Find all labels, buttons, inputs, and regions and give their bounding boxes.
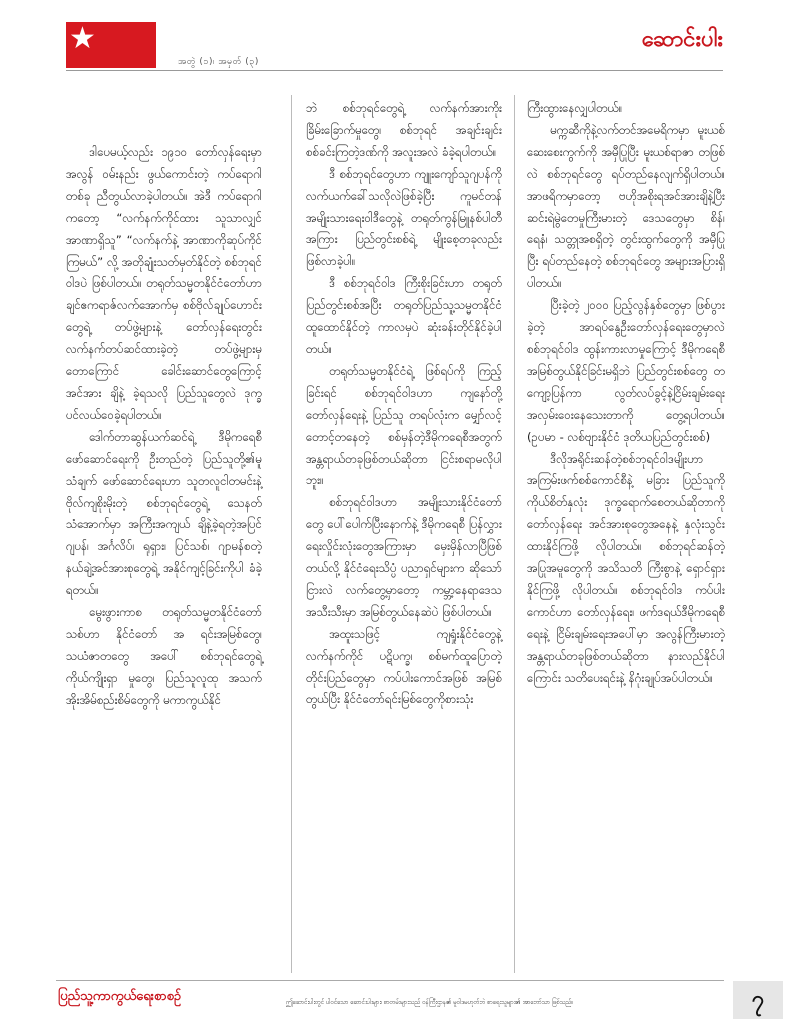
paragraph: ဒါပေမယ့်လည်း ၁၉၁၀ တော်လှန်ရေးမှာ အလွန် ဝမ်းနည်း ဖွယ်ကောင်းတဲ့ ကပ်ရောဂါတစ်ခု ညီတွယ်လာခဲ့ပါတယ်။ အဲဒီ ကပ်ရောဂါကတော့ “လက်နက်ကိုင်ထား သူသာလျှင် အာဏာရှိသူ” “လက်နက်နဲ့ အာဏာကိုဆုပ်ကိုင်ကြမယ်” လို့ အတိုချုံးသတ်မှတ်နိုင်တဲ့ စစ်ဘုရင်ဝါဒပဲ ဖြစ်ပါတယ်။ တရုတ်သမ္မတနိုင်ငံတော်ဟာ ချင်ဧကရာဇ်လက်အောက်မှ စစ်ဗိုလ်ချုပ်ဟောင်းတွေရဲ့ တပ်ဖွဲ့များနဲ့ တော်လှန်ရေးတွင်း လက်နက်တပ်ဆင်ထားခဲ့တဲ့ တပ်ဖွဲ့များမှ တောကြောင် ခေါင်းဆောင်တွေကြောင့် အင်အား ချိနဲ့ ခဲ့ရသလို ပြည်သူတွေလဲ ဒုက္ခပင်လယ်ဝေခဲ့ရပါတယ်။ (66, 145, 262, 422)
paragraph: ဘဲ စစ်ဘုရင်တွေရဲ့ လက်နက်အားကိုး ခြိမ်းခြောက်မှုတွေ၊ စစ်ဘုရင် အချင်းချင်း စစ်ခင်းကြတဲ့ဒဏ်ကို အလူးအလဲ ခံခဲ့ရပါတယ်။ (306, 101, 502, 159)
section-title: ဆောင်းပါး (641, 27, 723, 52)
publication-name: ပြည်သူ့ကာကွယ်ရေးစာစဉ် (58, 989, 182, 1004)
column-divider (514, 95, 515, 973)
paragraph: အထူးသဖြင့် ကျရှုံးနိုင်ငံတွေနဲ့ လက်နက်ကိုင် ပဋိပက္ခ၊ စစ်မက်ထူပြောတဲ့ တိုင်းပြည်တွေမှာ ကပ်ပါးကောင်အဖြစ် အမြစ်တွယ်ပြီး နိုင်ငံတော်ရင်းမြစ်တွေကိုစားသုံး (306, 626, 502, 707)
article-column-1 (66, 142, 262, 712)
footer-divider (56, 980, 724, 981)
paragraph: မက္ကဆီကိုနဲ့လက်တင်အမေရိကမှာ မူးယစ်ဆေးစေးကွက်ကို အမှီပြုပြီး မူးယစ်ရာဇာ တဖြစ်လဲ စစ်ဘုရင်တွေ ရပ်တည်နေလျက်ရှိပါတယ်။ အာဖရိကမှာတော့ ဗဟိုအစိုးရအင်အားချိနဲ့ပြီး ဆင်းရဲမွဲတေမှုကြီးမားတဲ့ ဒေသတွေမှာ စိန်၊ ရေနံ၊ သတ္တုအစရှိတဲ့ တွင်းထွက်တွေကို အမှီပြုပြီး ရပ်တည်နေတဲ့ စစ်ဘုရင်တွေ အများအပြားရှိပါတယ်။ (527, 122, 725, 291)
paragraph: စစ်ဘုရင်ဝါဒဟာ အမျိုးသားနိုင်ငံတော်တွေ ပေါ်ပေါက်ပြီးနောက်နဲ့ ဒီမိုကရေစီ ပြန်လွှားရေးလှိုင်းလုံးတွေအကြားမှာ မှေးမှိန်လာပြီဖြစ်တယ်လို့ နိုင်ငံရေးသိပ္ပံ ပညာရှင်များက ဆိုသော်ငြားလဲ လက်တွေ့မှာတော့ ကမ္ဘာ့နေရာဒေသ အသီးသီးမှာ အမြစ်တွယ်နေဆဲပဲ ဖြစ်ပါတယ်။ (306, 495, 502, 619)
paragraph: ဒီ စစ်ဘုရင်တွေဟာ ကျူးကျော်သူဂျပန်ကို လက်ယက်ခေါ်သလိုလဲဖြစ်ခဲ့ပြီး ကူမင်တန် အမျိုးသားရေးဝါဒီတွေနဲ့ တရုတ်ကွန်မြူနစ်ပါတီအကြား ပြည်တွင်းစစ်ရဲ့ မျိုးစေ့တခုလည်း ဖြစ်လာခဲ့ပါ။ (306, 166, 502, 269)
article-column-3 (527, 98, 725, 689)
star-icon: ★ (69, 21, 96, 56)
article-column-2 (306, 98, 502, 711)
paragraph: ဒီ စစ်ဘုရင်ဝါဒ ကြီးစိုးခြင်းဟာ တရုတ်ပြည်တွင်းစစ်အပြီး တရုတ်ပြည်သူ့သမ္မတနိုင်ငံ ထူထောင်နိုင်တဲ့ ကာလမှပဲ ဆုံးခန်းတိုင်နိုင်ခဲ့ပါတယ်။ (306, 276, 502, 356)
paragraph: မွေးဖွားကာစ တရုတ်သမ္မတနိုင်ငံတော်သစ်ဟာ နိုင်ငံတော် အ ရင်းအမြစ်တွေ၊ သယံဇာတတွေ အပေါ် စစ်ဘုရင်တွေရဲ့ ကိုယ်ကျိုးရှာ မှုတွေ၊ ပြည်သူလူထု အသက် အိုးအိမ်စည်းစိမ်တွေကို မကာကွယ်နိုင် (66, 605, 262, 707)
column-divider (291, 95, 292, 973)
disclaimer-text: ဤဆောင်းပါးတွင် ပါဝင်သော ဆောင်းပါးများ၊ စာတမ်းများသည် ဝန်ကြီးဌာန၏ မူဝါဒမဟုတ်ဘဲ စာရေးသူများ၏ အာဘော်သာ ဖြစ်သည်။ (286, 999, 574, 1006)
paragraph: တရုတ်သမ္မတနိုင်ငံရဲ့ ဖြစ်ရပ်ကို ကြည့်ခြင်းရင် စစ်ဘုရင်ဝါဒဟာ ကျနော်တို့ တော်လှန်ရေးနဲ့ ပြည်သူ တရပ်လုံးက မျှော်လင့် တောင့်တနေတဲ့ စစ်မှန်တဲ့ဒီမိုကရေစီအတွက် အန္တရာယ်တခုဖြစ်တယ်ဆိုတာ ငြင်းစရာမလိုပါဘူး။ (306, 363, 502, 488)
page-number: ၇ (751, 987, 765, 1012)
header-divider (66, 70, 723, 71)
flag-logo (66, 22, 156, 68)
paragraph: ဒေါက်တာဆွန်ယက်ဆင်ရဲ့ ဒီမိုကရေစီ ဖော်ဆောင်ရေးကို ဦးတည်တဲ့ ပြည်သူတို့၏မူသံချက် ဖော်ဆောင်ရေးဟာ သူတလူငါတမင်းနဲ့ ဗိုလ်ကျစိုးမိုးတဲ့ စစ်ဘုရင်တွေရဲ့ သေနတ်သံအောက်မှာ အကြီးအကျယ် ချိနဲ့ခဲ့ရတဲ့အပြင် ဂျပန်၊ အင်္ဂလိပ်၊ ရုရှား၊ ပြင်သစ်၊ ဂျာမန်စတဲ့ နယ်ချဲ့အင်အားစုတွေရဲ့ အနိုင်ကျင့်ခြင်းကိုပါ ခံခဲ့ရတယ်။ (66, 429, 262, 598)
paragraph: ကြီးထွားနေလျှပါတယ်။ (527, 101, 623, 115)
issue-number: အတွဲ (၁)၊ အမှတ် (၃) (178, 57, 259, 67)
paragraph: ပြီးခဲ့တဲ့ ၂၀၀၀ ပြည့်လွန်နှစ်တွေမှာ ဖြစ်ပွားခဲ့တဲ့ အာရပ်နွေဦးတော်လှန်ရေးတွေမှာလဲ စစ်ဘုရင်ဝါဒ ထွန်းကားလာမှုကြောင့် ဒီမိုကရေစီ အမြစ်တွယ်နိုင်ခြင်းမရှိဘဲ ပြည်တွင်းစစ်တွေ တကျော့ပြန်ကာ လွတ်လပ်ခွင့်နဲ့ငြိမ်းချမ်းရေးအလှမ်းဝေးနေသေးတာကို တွေ့ရပါတယ်။ (ဥပမာ - လစ်ဗျားနိုင်ငံ ဒုတိယပြည်တွင်းစစ်) (527, 298, 725, 444)
page-number-box (733, 981, 783, 1019)
paragraph: ဒီလိုအရိုင်းဆန်တဲ့စစ်ဘုရင်ဝါဒမျိုးဟာ အကြမ်းဖက်စစ်ကောင်စီနဲ့ မခြား ပြည်သူကို ကိုယ်စိတ်နှလုံး ဒုက္ခရောက်စေတယ်ဆိုတာကို တော်လှန်ရေး အင်အားစုတွေအနေနဲ့ နှလုံးသွင်းထားနိုင်ကြဖို့ လိုပါတယ်။ စစ်ဘုရင်ဆန်တဲ့ အပြုအမူတွေကို အသိသတိ ကြီးစွာနဲ့ ရှောင်ရှားနိုင်ကြဖို့ လိုပါတယ်။ စစ်ဘုရင်ဝါဒ ကပ်ပါးကောင်ဟာ တော်လှန်ရေး၊ ဖက်ဒရယ်ဒီမိုကရေစီရေးနဲ့ ငြိမ်းချမ်းရေးအပေါ်မှာ အလွန်ကြီးမားတဲ့ အန္တရာယ်တခုဖြစ်တယ်ဆိုတာ နားလည်နိုင်ပါကြောင်း သတိပေးရင်းနဲ့ နိဂုံးချုပ်အပ်ပါတယ်။ (527, 451, 725, 685)
